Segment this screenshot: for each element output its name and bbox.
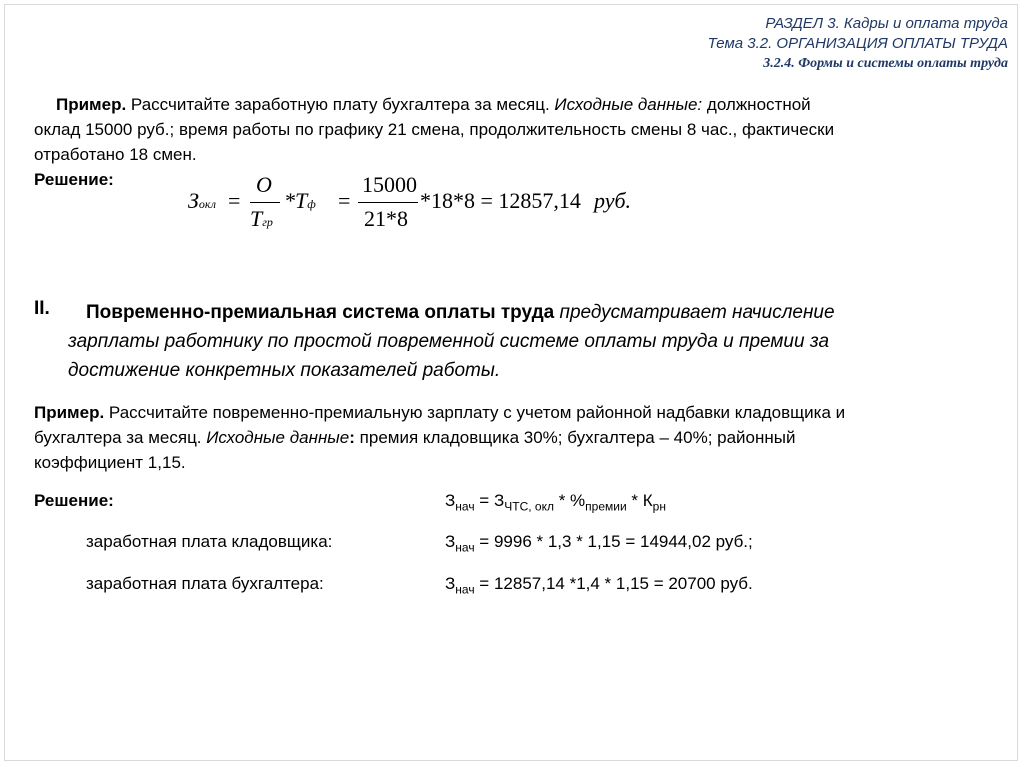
example2-text1: Рассчитайте повременно-премиальную зарплату с учетом районной надбавки кладовщика и <box>104 403 846 422</box>
example2-text2b: премия кладовщика 30%; бухгалтера – 40%; районный <box>354 428 796 447</box>
formula1-frac-line2 <box>358 202 418 203</box>
section2-line1 <box>34 298 994 327</box>
example2-line2 <box>34 425 999 450</box>
section2-text1: предусматривает начисление <box>554 302 835 323</box>
formula1-mult: *Тф <box>284 188 316 213</box>
example2-line3: коэффициент 1,15. <box>34 453 186 472</box>
topic-title: Тема 3.2. ОРГАНИЗАЦИЯ ОПЛАТЫ ТРУДА <box>707 35 1008 52</box>
example2-paragraph <box>34 400 999 475</box>
subtopic-title: 3.2.4. Формы и системы оплаты труда <box>763 56 1008 71</box>
example1-line2: оклад 15000 руб.; время работы по графику 21 смена, продолжительность смены 8 час., фактически <box>34 120 835 139</box>
salary-formula-1 <box>188 170 648 236</box>
formula1-eq1: = <box>228 188 241 213</box>
formula1-unit: руб. <box>594 188 632 213</box>
example1-text1: Рассчитайте заработную плату бухгалтера за месяц. <box>126 95 555 114</box>
formula1-z: Зокл <box>188 188 216 213</box>
example1-solution-label: Решение: <box>34 170 114 189</box>
section2-number: II. <box>34 298 50 319</box>
example1-line3: отработано 18 смен. <box>34 145 197 164</box>
row-accountant-label: заработная плата бухгалтера: <box>86 574 324 593</box>
formula1-num1: О <box>256 172 272 197</box>
general-formula: $З_{нач} = З_{ЧТС, окл} * \%_{премии} * К_{рн}$ <box>445 491 666 514</box>
formula1-den2: 21*8 <box>364 206 408 231</box>
example1-line1 <box>34 92 999 117</box>
row-accountant-calc: $З_{нач} = 12857,14$ *1,4 * 1,15 = 20700 руб. <box>445 574 753 597</box>
section2-title: Повременно-премиальная система оплаты труда <box>86 302 555 323</box>
example2-colon: : <box>349 428 355 447</box>
formula1-rest: *18*8 = 12857,14 <box>420 188 581 213</box>
example1-text2: должностной <box>702 95 811 114</box>
formula1-frac-line1 <box>250 202 280 203</box>
solution2-label: Решение: <box>34 491 114 510</box>
row-storekeeper-label: заработная плата кладовщика: <box>86 532 333 551</box>
section2-paragraph <box>34 298 994 385</box>
example1-source-label: Исходные данные: <box>554 95 703 114</box>
row-storekeeper-calc: $З_{нач} = 9996 * 1,3 * 1,15 = 14944,02$ руб.; <box>445 532 753 555</box>
slide-header <box>708 14 1008 74</box>
formula1-eq2: = <box>338 188 351 213</box>
example2-line1 <box>34 400 999 425</box>
example1-label: Пример. <box>56 95 127 114</box>
formula1-den1: Тгр <box>250 206 273 231</box>
example2-label: Пример. <box>34 403 105 422</box>
example2-source-label: Исходные данные <box>206 428 350 447</box>
example2-text2a: бухгалтера за месяц. <box>34 428 207 447</box>
section2-line3: достижение конкретных показателей работы. <box>68 360 501 381</box>
section-title: РАЗДЕЛ 3. Кадры и оплата труда <box>765 15 1008 32</box>
section2-line2: зарплаты работнику по простой повременной системе оплаты труда и премии за <box>68 331 830 352</box>
formula1-num2: 15000 <box>362 172 417 197</box>
